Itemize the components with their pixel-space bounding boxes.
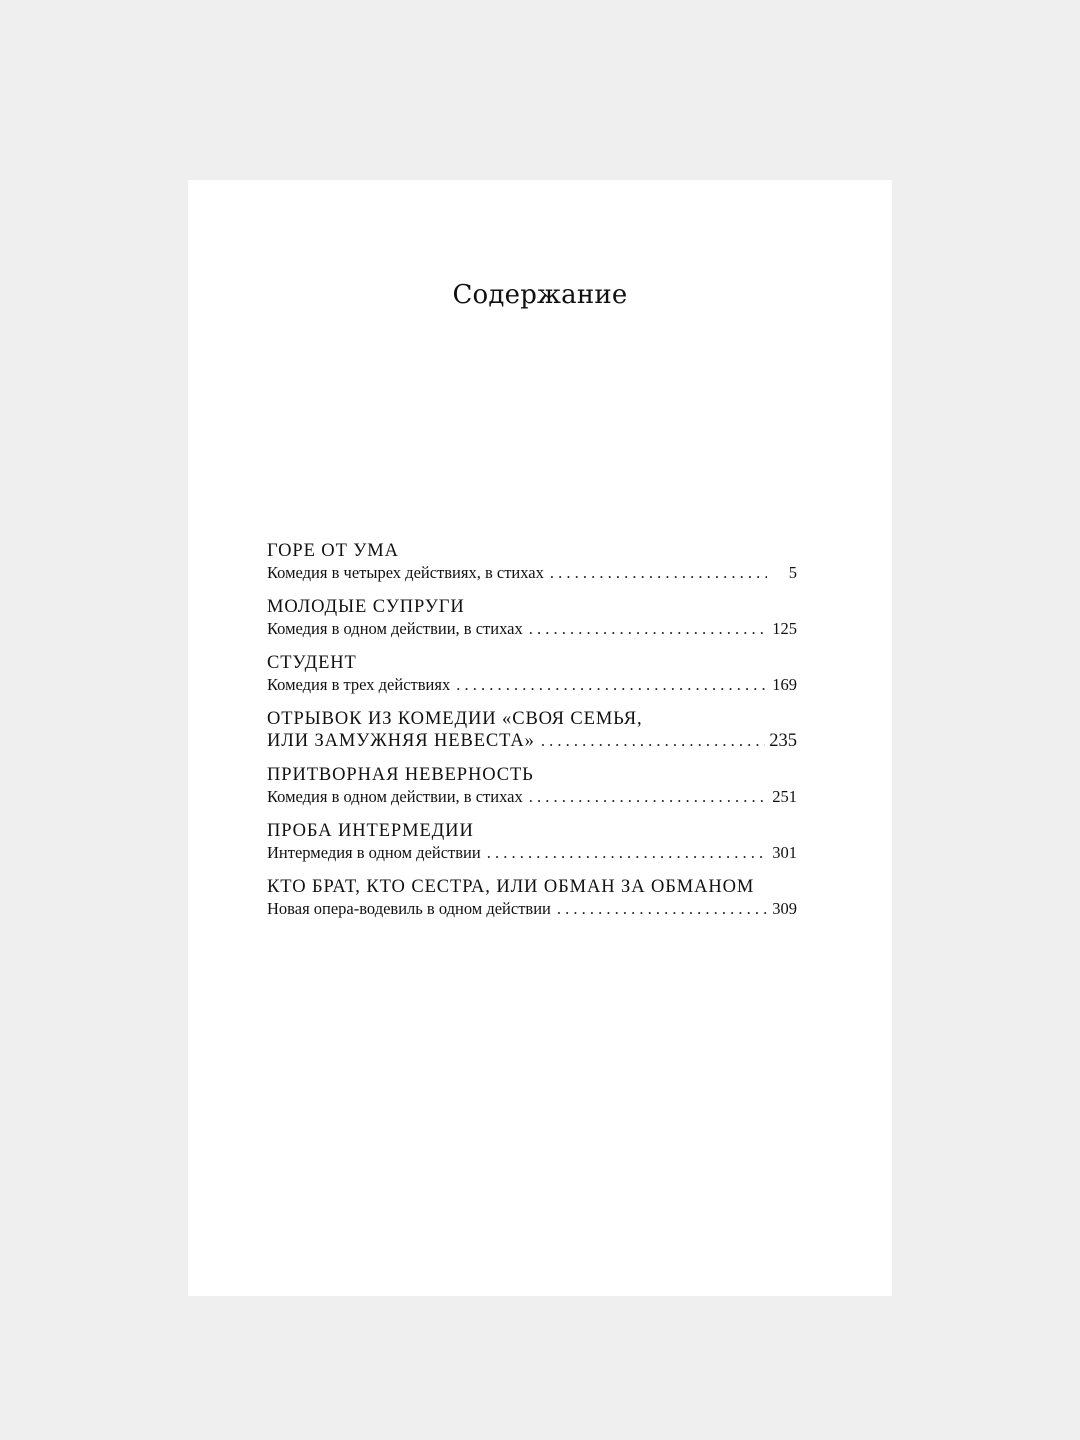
book-page: [188, 180, 892, 1296]
toc-entry-subtitle: Комедия в одном действии, в стихах: [267, 787, 523, 806]
toc-entry-line: [267, 618, 797, 640]
toc-entry-title: ПРИТВОРНАЯ НЕВЕРНОСТЬ: [267, 765, 534, 785]
toc-entry-line: [267, 842, 797, 864]
toc-page-number: 301: [772, 843, 797, 862]
toc-entry-line: [267, 562, 797, 584]
toc-entry-subtitle: Интермедия в одном действии: [267, 843, 481, 862]
toc-page-number: 125: [772, 619, 797, 638]
toc-page-number: 235: [769, 731, 797, 751]
toc-entry-subtitle: Комедия в четырех действиях, в стихах: [267, 563, 544, 582]
toc-page-number: 169: [772, 675, 797, 694]
toc-entry-title: МОЛОДЫЕ СУПРУГИ: [267, 597, 465, 617]
dot-leader: [557, 898, 767, 920]
toc-entry-title: ПРОБА ИНТЕРМЕДИИ: [267, 821, 474, 841]
toc-entry-line: [267, 674, 797, 696]
dot-leader: [487, 842, 767, 864]
toc-entry-title: ОТРЫВОК ИЗ КОМЕДИИ «СВОЯ СЕМЬЯ,: [267, 709, 643, 729]
toc-entry-title: ГОРЕ ОТ УМА: [267, 541, 399, 561]
page-heading: Содержание: [452, 280, 628, 310]
toc-entry-line: [267, 786, 797, 808]
toc-entry-line: [267, 898, 797, 920]
toc-entry-line: [267, 730, 797, 752]
toc-page-number: 5: [788, 563, 797, 582]
toc-entry-title: КТО БРАТ, КТО СЕСТРА, ИЛИ ОБМАН ЗА ОБМАНОМ: [267, 877, 755, 897]
toc-entry: [267, 820, 797, 864]
dot-leader: [550, 562, 767, 584]
toc-entry: [267, 540, 797, 584]
toc-page-number: 309: [772, 899, 797, 918]
dot-leader: [529, 618, 767, 640]
toc-entry: [267, 764, 797, 808]
dot-leader: [456, 674, 767, 696]
toc-page-number: 251: [772, 787, 797, 806]
toc-entry: [267, 596, 797, 640]
table-of-contents: [267, 540, 797, 932]
dot-leader: [541, 730, 765, 752]
toc-entry-subtitle: Комедия в одном действии, в стихах: [267, 619, 523, 638]
toc-entry: [267, 652, 797, 696]
toc-entry-subtitle: Комедия в трех действиях: [267, 675, 451, 694]
toc-entry-subtitle: Новая опера-водевиль в одном действии: [267, 899, 551, 918]
toc-entry: [267, 708, 797, 752]
toc-entry-title: СТУДЕНТ: [267, 653, 357, 673]
toc-entry-subtitle: ИЛИ ЗАМУЖНЯЯ НЕВЕСТА»: [267, 731, 535, 751]
toc-entry: [267, 876, 797, 920]
dot-leader: [529, 786, 767, 808]
